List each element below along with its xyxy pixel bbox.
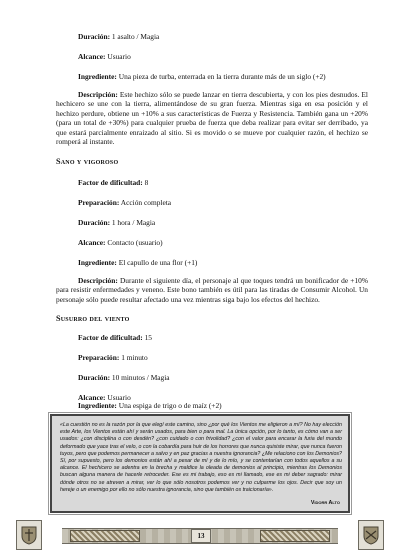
ingrediente-field <box>78 258 197 267</box>
crest-icon <box>20 525 38 545</box>
page-number: 13 <box>191 529 211 543</box>
field-label: Duración: <box>78 32 111 41</box>
corner-ornament-right <box>358 520 384 550</box>
footer-ornament-left <box>70 530 140 542</box>
alcance-field <box>78 238 163 247</box>
field-label: Duración: <box>78 218 111 227</box>
quote-text: «La cuestión no es la razón por la que elegí este camino, sino ¿por qué los Vientos me eligieron a mí? No hay elección este Arte, los Vientos están ahí y serán usados, para bien o para mal. La única opción, por lo tanto, es cómo van a ser usados: ¿con disciplina o con desdén? ¿con cuidado o con frivolidad? ¿con el valor para encarar la furia del mundo deformado que yace tras el velo, o con la cobardía para huir de los horrores que nunca quisiste mirar, que nunca fueron tuyos, pero que podemos permanecer a salvo y en paz gracias a nuestra ignorancia? ¿Me relaciono con los Demonios? Sí, por supuesto, pero los demonios están ahí a pesar de mí y de lo mío, y se contentarían con todos aquellos a su alcance. El hechicero se adentra en la brecha y maldice la oleada de demonios al principio, mientras los Demonios buscan alguna manera de hacerle retroceder. Ese es mi trabajo, eso es mi llamado, ese es mi deber sagrado: mirar dónde otros no se atreven a mirar, ver lo que sólo nosotros podemos ver y no culparme los ojos. Decir que soy un hereje o un enemigo por ello no sólo nuestra ignorancia, sino que también os traicionaría». <box>60 422 342 493</box>
factor-field <box>78 333 152 342</box>
field-label: Alcance: <box>78 52 106 61</box>
field-value: 10 minutos / Magia <box>111 373 170 382</box>
preparacion-field <box>78 198 171 207</box>
field-label: Preparación: <box>78 198 120 207</box>
field-label: Descripción: <box>78 90 118 99</box>
field-value: 15 <box>144 333 152 342</box>
field-value: Usuario <box>107 393 131 402</box>
field-value: Durante el siguiente día, el personaje al que toques tendrá un bonificador de +10% para resistir enfermedades y veneno. Este bono también es útil para las tiradas de Consumir Alcohol. Un personaje sólo puede resultar afectado una vez mientras siga bajo los efectos del hechizo. <box>56 276 368 304</box>
quote-box <box>50 414 350 513</box>
crest-icon <box>362 525 380 545</box>
field-value: 1 asalto / Magia <box>111 32 160 41</box>
preparacion-field <box>78 353 148 362</box>
section-heading-sano: Sano y vigoroso <box>56 157 119 166</box>
field-value: Una pieza de turba, enterrada en la tierra durante más de un siglo (+2) <box>118 72 326 81</box>
field-label: Factor de dificultad: <box>78 178 143 187</box>
descripcion-paragraph <box>56 276 368 304</box>
field-value: 1 hora / Magia <box>111 218 156 227</box>
ingrediente-field <box>78 401 222 410</box>
field-value: Usuario <box>107 52 131 61</box>
quote-signature: Vidorr Alto <box>310 500 340 506</box>
footer-ornament-right <box>260 530 330 542</box>
field-value: Acción completa <box>120 198 172 207</box>
field-label: Duración: <box>78 373 111 382</box>
field-value: Contacto (usuario) <box>107 238 163 247</box>
ingrediente-field <box>78 72 326 81</box>
page-footer <box>0 520 400 550</box>
section-heading-susurro: Susurro del viento <box>56 314 130 323</box>
field-value: El capullo de una flor (+1) <box>118 258 198 267</box>
field-label: Ingrediente: <box>78 401 117 410</box>
field-value: Este hechizo sólo se puede lanzar en tierra descubierta, y con los pies desnudos. El hechicero se une con la tierra, alimentándose de su gran fuerza. Mientras siga en esa posición y el hechizo perdure, obtiene un +10% a sus características de Fuerza y Resistencia. También gana un +20% (para un total de +30%) para cualquier prueba de fuerza que deba realizar para evitar ser derribado, ya que estará parcialmente enraizado al sitio. Si es movido o se mueve por cualquier razón, el hechizo se romperá al instante. <box>56 90 368 147</box>
descripcion-paragraph <box>56 90 368 146</box>
factor-field <box>78 178 148 187</box>
field-label: Factor de dificultad: <box>78 333 143 342</box>
field-value: 1 minuto <box>121 353 148 362</box>
duracion-field <box>78 218 155 227</box>
field-value: 8 <box>144 178 149 187</box>
field-label: Preparación: <box>78 353 120 362</box>
field-value: Una espiga de trigo o de maíz (+2) <box>118 401 222 410</box>
alcance-field <box>78 52 131 61</box>
duracion-field <box>78 373 170 382</box>
field-label: Alcance: <box>78 393 106 402</box>
duracion-field <box>78 32 159 41</box>
field-label: Ingrediente: <box>78 72 117 81</box>
field-label: Descripción: <box>78 276 118 285</box>
field-label: Ingrediente: <box>78 258 117 267</box>
field-label: Alcance: <box>78 238 106 247</box>
corner-ornament-left <box>16 520 42 550</box>
